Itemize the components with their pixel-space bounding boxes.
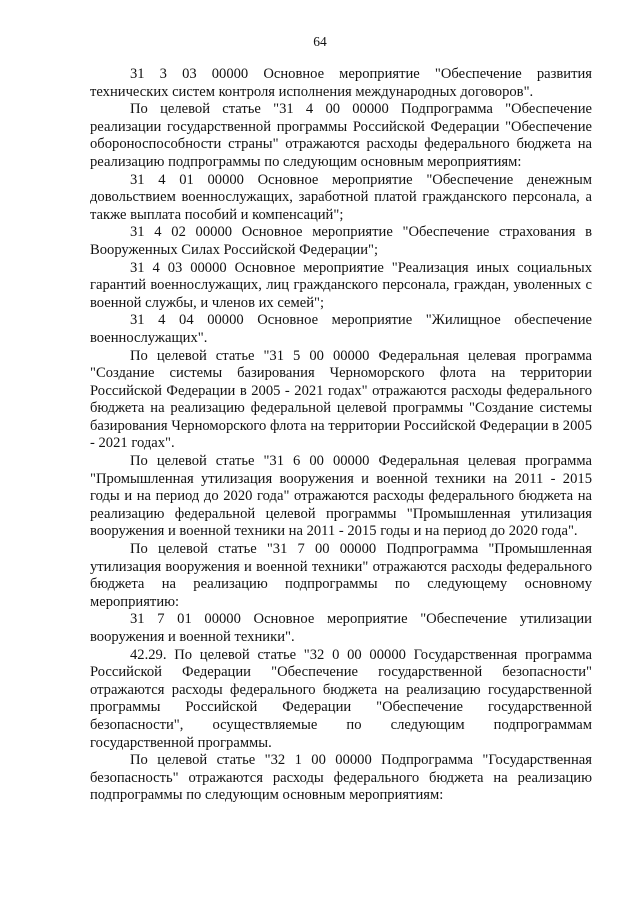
paragraph-32-1-intro: По целевой статье "32 1 00 00000 Подпрограмма "Государственная безопасность" отражаются расходы федерального бюджета на реализацию подпрограммы по следующим основным мероприятиям: xyxy=(90,752,592,804)
paragraph-31-7-01: 31 7 01 00000 Основное мероприятие "Обеспечение утилизации вооружения и военной техники". xyxy=(90,611,592,645)
page-number: 64 xyxy=(313,34,327,49)
paragraph-31-4-02: 31 4 02 00000 Основное мероприятие "Обеспечение страхования в Вооруженных Силах Российской Федерации"; xyxy=(90,224,592,258)
paragraph-31-6: По целевой статье "31 6 00 00000 Федеральная целевая программа "Промышленная утилизация вооружения и военной техники на 2011 - 2015 годы и на период до 2020 года" отражаются расходы федерального бюджета на реализацию федеральной целевой программы "Промышленная утилизация вооружения и военной техники на 2011 - 2015 годы и на период до 2020 года". xyxy=(90,453,592,540)
paragraph-31-7-intro: По целевой статье "31 7 00 00000 Подпрограмма "Промышленная утилизация вооружения и военной техники" отражаются расходы федерального бюджета на реализацию подпрограммы по следующему основному мероприятию: xyxy=(90,541,592,610)
paragraph-31-4-04: 31 4 04 00000 Основное мероприятие "Жилищное обеспечение военнослужащих". xyxy=(90,312,592,346)
paragraph-31-4-01: 31 4 01 00000 Основное мероприятие "Обеспечение денежным довольствием военнослужащих, заработной платой гражданского персонала, а также выплата пособий и компенсаций"; xyxy=(90,171,592,223)
paragraph-42-29: 42.29. По целевой статье "32 0 00 00000 Государственная программа Российской Федерации "Обеспечение государственной безопасности" отражаются расходы федерального бюджета на реализацию государственной программы Российской Федерации "Обеспечение государственной безопасности", осуществляемые по следующим подпрограммам государственной программы. xyxy=(90,646,592,751)
paragraph-31-5: По целевой статье "31 5 00 00000 Федеральная целевая программа "Создание системы базирования Черноморского флота на территории Российской Федерации в 2005 - 2021 годах" отражаются расходы федерального бюджета на реализацию федеральной целевой программы "Создание системы базирования Черноморского флота на территории Российской Федерации в 2005 - 2021 годах". xyxy=(90,347,592,452)
document-body xyxy=(90,66,592,805)
paragraph-31-4-intro: По целевой статье "31 4 00 00000 Подпрограмма "Обеспечение реализации государственной программы Российской Федерации "Обеспечение обороноспособности страны" отражаются расходы федерального бюджета на реализацию подпрограммы по следующим основным мероприятиям: xyxy=(90,101,592,170)
paragraph-31-4-03: 31 4 03 00000 Основное мероприятие "Реализация иных социальных гарантий военнослужащих, лиц гражданского персонала, граждан, уволенных с военной службы, и членов их семей"; xyxy=(90,259,592,311)
paragraph-31-3-03: 31 3 03 00000 Основное мероприятие "Обеспечение развития технических систем контроля исполнения международных договоров". xyxy=(90,66,592,100)
